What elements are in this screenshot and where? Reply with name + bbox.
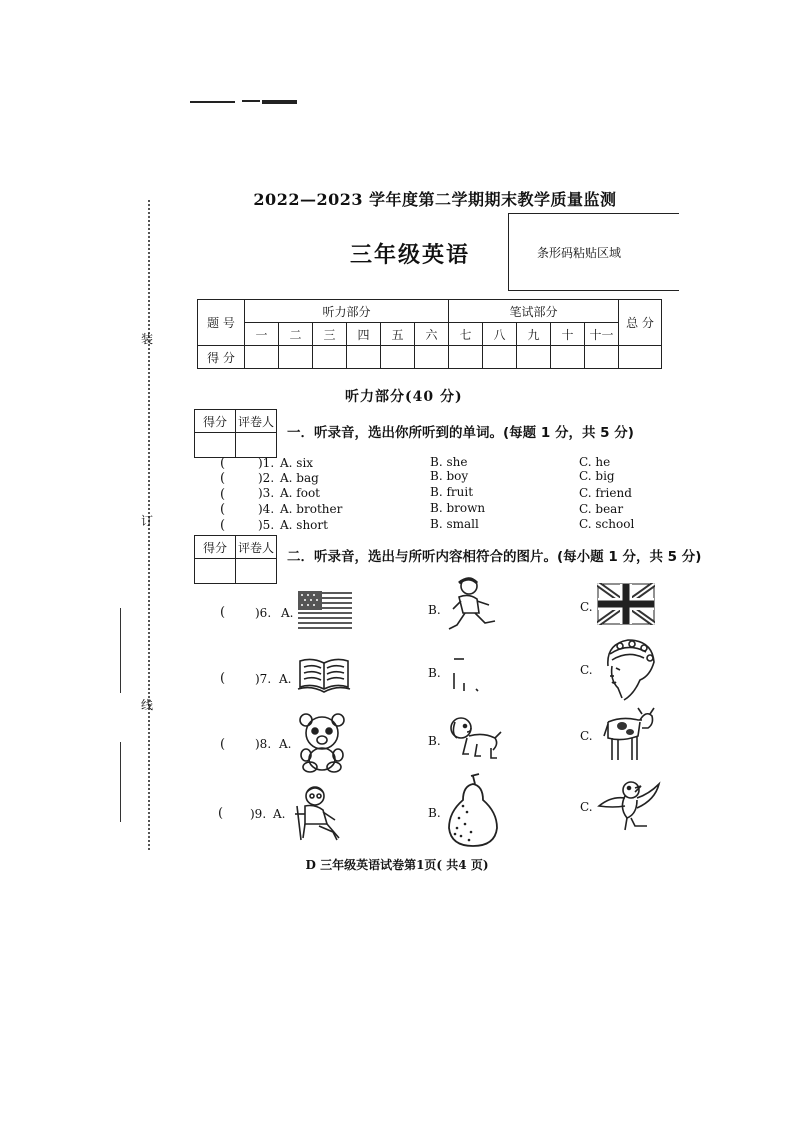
answer-blank[interactable]: ( xyxy=(220,671,246,686)
option-b: B. fruit xyxy=(430,485,474,499)
option-a: A. brother xyxy=(280,502,343,516)
option-a: A. xyxy=(279,737,292,751)
answer-blank[interactable]: ( xyxy=(220,487,250,502)
option-a: A. xyxy=(279,672,292,686)
grader-name-label: 评卷人 xyxy=(236,536,277,559)
cow-icon xyxy=(602,706,656,762)
uk-flag-icon xyxy=(597,583,655,625)
grader-score-label: 得分 xyxy=(195,410,236,433)
item-number: )8. xyxy=(255,737,272,751)
option-a: A. bag xyxy=(280,471,319,485)
item-number: )7. xyxy=(255,672,272,686)
book-icon xyxy=(297,657,351,693)
score-cell[interactable] xyxy=(279,346,313,369)
column-header: 七 xyxy=(449,323,483,346)
option-b: B. xyxy=(428,603,441,617)
item-number: )6. xyxy=(255,606,272,620)
girl-face-icon xyxy=(598,636,658,702)
barcode-area xyxy=(508,213,679,291)
exam-title: 2022—2023 学年度第二学期期末教学质量监测 xyxy=(253,190,617,209)
column-header: 三 xyxy=(313,323,347,346)
total-header: 总 分 xyxy=(619,300,662,346)
item-number: )5. xyxy=(258,518,275,532)
item-number: )4. xyxy=(258,502,275,516)
answer-blank[interactable]: ( xyxy=(220,605,246,620)
page-footer: D 三年级英语试卷第1页( 共4 页) xyxy=(305,858,489,872)
option-b: B. small xyxy=(430,517,479,531)
option-c: C. xyxy=(580,663,593,677)
option-a: A. xyxy=(281,606,294,620)
listening-header: 听力部分 xyxy=(245,300,449,323)
margin-line xyxy=(120,608,121,693)
us-flag-icon xyxy=(297,590,353,630)
barcode-label: 条形码粘贴区域 xyxy=(537,246,622,260)
option-c: C. xyxy=(580,729,593,743)
score-cell[interactable] xyxy=(517,346,551,369)
score-cell[interactable] xyxy=(381,346,415,369)
option-b: B. xyxy=(428,734,441,748)
binding-zhuang: 装 xyxy=(141,332,154,346)
option-b: B. xyxy=(428,806,441,820)
answer-blank[interactable]: ( xyxy=(220,471,250,486)
grader-score-cell[interactable] xyxy=(195,559,236,584)
score-cell[interactable] xyxy=(449,346,483,369)
score-table xyxy=(197,299,662,369)
score-cell[interactable] xyxy=(415,346,449,369)
score-cell[interactable] xyxy=(585,346,619,369)
listening-section-title: 听力部分(40 分) xyxy=(345,389,463,405)
grader-box xyxy=(194,535,277,584)
column-header: 六 xyxy=(415,323,449,346)
column-header: 九 xyxy=(517,323,551,346)
option-c: C. bear xyxy=(579,502,624,516)
option-c: C. big xyxy=(579,469,615,483)
score-cell[interactable] xyxy=(483,346,517,369)
writing-header: 笔试部分 xyxy=(449,300,619,323)
option-a: A. short xyxy=(280,518,328,532)
score-cell[interactable] xyxy=(347,346,381,369)
column-header: 十 xyxy=(551,323,585,346)
item-number: )9. xyxy=(250,807,267,821)
item-number: )3. xyxy=(258,486,275,500)
score-cell[interactable] xyxy=(551,346,585,369)
answer-blank[interactable]: ( xyxy=(220,737,246,752)
option-b: B. boy xyxy=(430,469,469,483)
bird-icon xyxy=(597,778,661,836)
column-header: 一 xyxy=(245,323,279,346)
question-1-heading: 一．听录音，选出你所听到的单词。(每题 1 分，共 5 分) xyxy=(287,425,634,441)
column-header: 五 xyxy=(381,323,415,346)
exam-subject: 三年级英语 xyxy=(349,243,470,268)
option-a: A. xyxy=(273,807,286,821)
grader-name-cell[interactable] xyxy=(236,559,277,584)
item-number: )1. xyxy=(258,456,275,470)
score-cell[interactable] xyxy=(245,346,279,369)
pear-icon xyxy=(443,772,501,848)
column-header: 八 xyxy=(483,323,517,346)
binding-ding: 订 xyxy=(141,514,154,528)
grader-name-cell[interactable] xyxy=(236,433,277,458)
question-2-heading: 二．听录音，选出与所听内容相符合的图片。(每小题 1 分，共 5 分) xyxy=(287,549,702,565)
column-header: 二 xyxy=(279,323,313,346)
answer-blank[interactable]: ( xyxy=(220,502,250,517)
grader-score-cell[interactable] xyxy=(195,433,236,458)
column-header: 四 xyxy=(347,323,381,346)
grader-name-label: 评卷人 xyxy=(236,410,277,433)
option-c: C. he xyxy=(579,455,611,469)
column-header: 十一 xyxy=(585,323,619,346)
option-a: A. six xyxy=(280,456,314,470)
binding-xian: 线 xyxy=(141,698,154,712)
answer-blank[interactable]: ( xyxy=(220,456,250,471)
item-number: )2. xyxy=(258,471,275,485)
option-c: C. friend xyxy=(579,486,632,500)
option-b: B. she xyxy=(430,455,468,469)
option-c: C. xyxy=(580,600,593,614)
grader-box xyxy=(194,409,277,458)
grandpa-icon xyxy=(293,784,345,842)
score-cell[interactable] xyxy=(619,346,662,369)
margin-line xyxy=(120,742,121,822)
dog-icon xyxy=(447,714,503,760)
row-label-score: 得 分 xyxy=(198,346,245,369)
option-c: C. xyxy=(580,800,593,814)
option-a: A. foot xyxy=(280,486,321,500)
running-boy-icon xyxy=(447,575,499,637)
option-c: C. school xyxy=(579,517,635,531)
option-b: B. brown xyxy=(430,501,486,515)
answer-blank[interactable]: ( xyxy=(220,518,250,533)
grader-score-label: 得分 xyxy=(195,536,236,559)
score-cell[interactable] xyxy=(313,346,347,369)
teddy-bear-icon xyxy=(298,711,346,773)
option-b: B. xyxy=(428,666,441,680)
scan-mark-bar xyxy=(262,100,297,104)
blank-picture-icon xyxy=(450,655,484,695)
row-label-number: 题 号 xyxy=(198,300,245,346)
answer-blank[interactable]: ( xyxy=(218,806,248,821)
